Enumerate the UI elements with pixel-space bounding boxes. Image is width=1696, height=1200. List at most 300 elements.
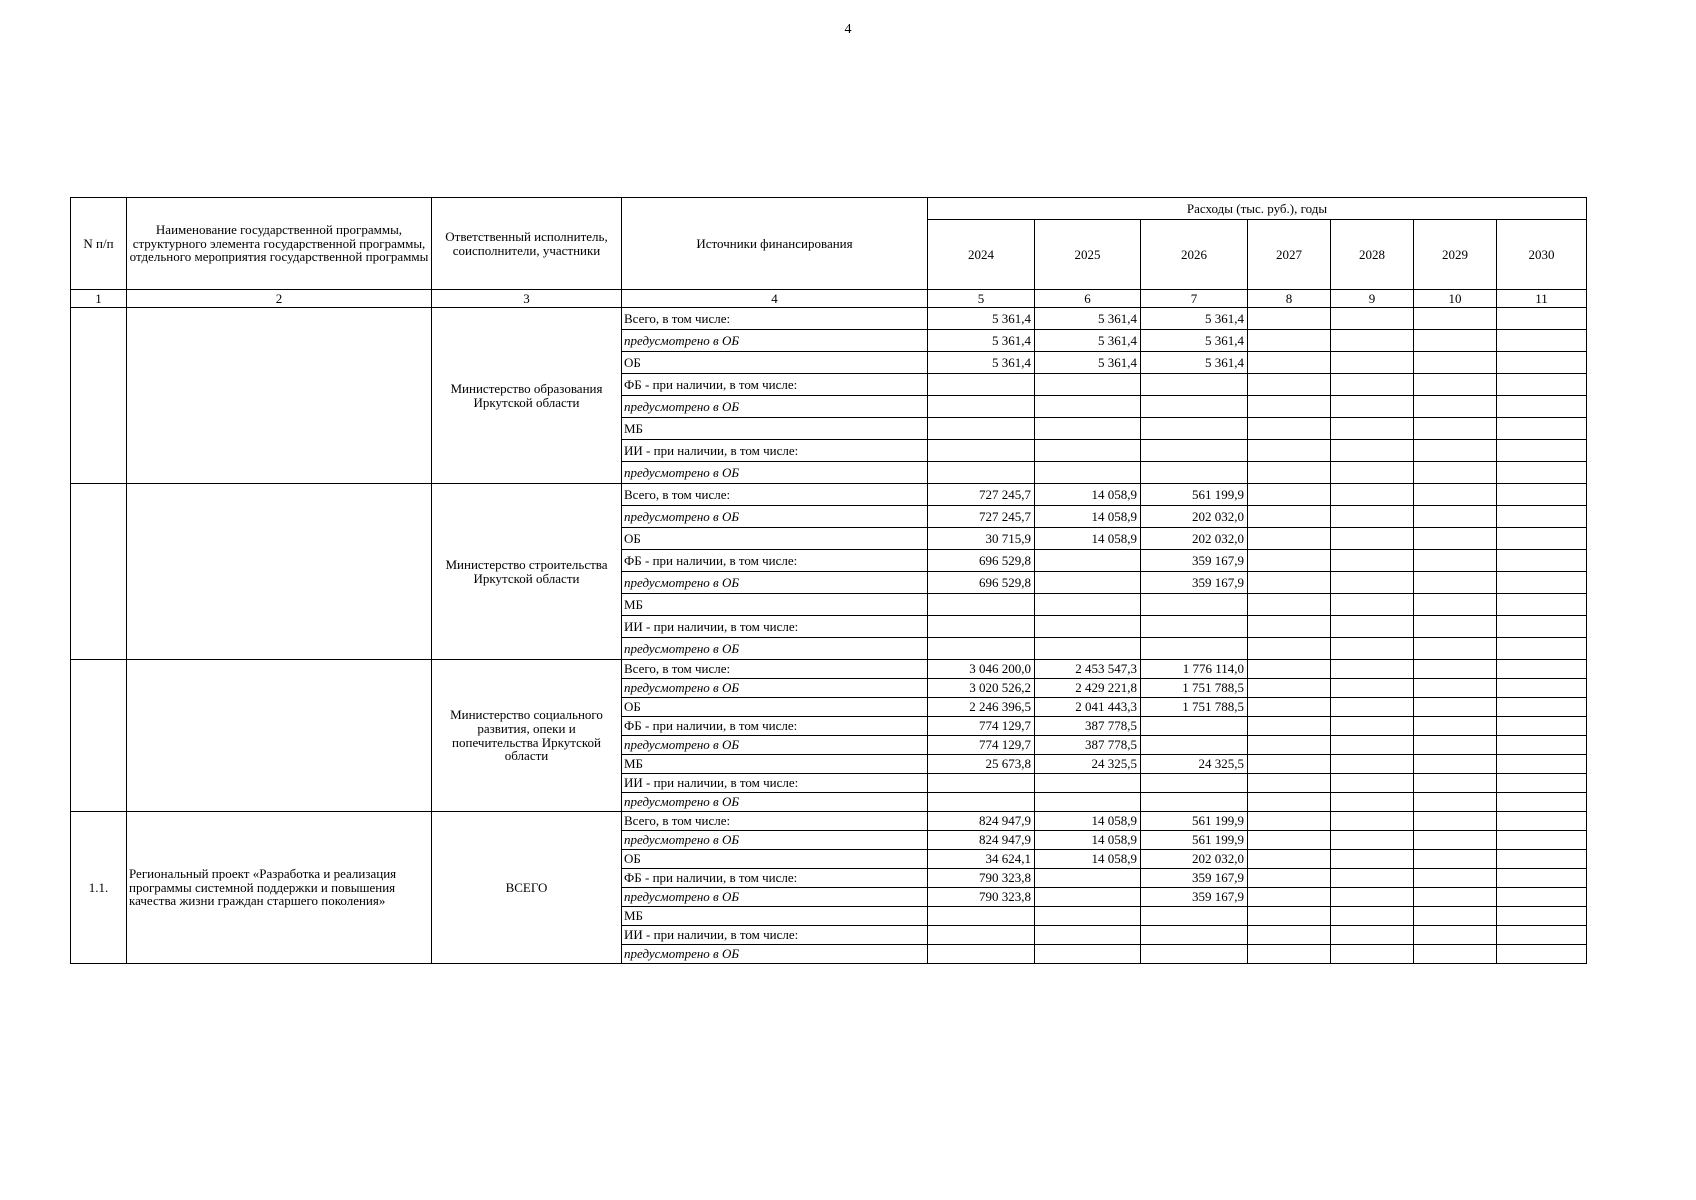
page-number: 4 <box>844 22 852 37</box>
expense-value-2026: 202 032,0 <box>1141 506 1248 528</box>
funding-source: предусмотрено в ОБ <box>622 572 928 594</box>
expense-value-2025: 5 361,4 <box>1035 330 1141 352</box>
expense-value-2030 <box>1497 418 1587 440</box>
funding-source: предусмотрено в ОБ <box>622 330 928 352</box>
expense-value-2030 <box>1497 660 1587 679</box>
expense-value-2027 <box>1248 717 1331 736</box>
table-row <box>71 660 1587 679</box>
expense-value-2024: 824 947,9 <box>928 812 1035 831</box>
expense-value-2028 <box>1331 374 1414 396</box>
expense-value-2029 <box>1414 594 1497 616</box>
funding-source: предусмотрено в ОБ <box>622 736 928 755</box>
column-number: 8 <box>1248 290 1331 308</box>
expense-value-2026: 5 361,4 <box>1141 308 1248 330</box>
expense-value-2024: 774 129,7 <box>928 736 1035 755</box>
expense-value-2025 <box>1035 572 1141 594</box>
expense-value-2028 <box>1331 308 1414 330</box>
expense-value-2029 <box>1414 374 1497 396</box>
program-name: Региональный проект «Разработка и реализация программы системной поддержки и повышения качества жизни граждан старшего поколения» <box>127 812 432 964</box>
expense-value-2024 <box>928 462 1035 484</box>
expense-value-2026: 202 032,0 <box>1141 850 1248 869</box>
funding-source: МБ <box>622 418 928 440</box>
expense-value-2025 <box>1035 638 1141 660</box>
expense-value-2028 <box>1331 888 1414 907</box>
expense-value-2030 <box>1497 594 1587 616</box>
expense-value-2024: 5 361,4 <box>928 308 1035 330</box>
expense-value-2030 <box>1497 440 1587 462</box>
expense-value-2026 <box>1141 440 1248 462</box>
funding-source: Всего, в том числе: <box>622 812 928 831</box>
expense-value-2028 <box>1331 850 1414 869</box>
expense-value-2028 <box>1331 330 1414 352</box>
expense-value-2027 <box>1248 572 1331 594</box>
expense-value-2030 <box>1497 907 1587 926</box>
header-expenses: Расходы (тыс. руб.), годы <box>928 198 1587 220</box>
expense-value-2025 <box>1035 869 1141 888</box>
expense-value-2024 <box>928 774 1035 793</box>
expense-value-2028 <box>1331 572 1414 594</box>
expense-value-2025: 14 058,9 <box>1035 484 1141 506</box>
expense-value-2030 <box>1497 698 1587 717</box>
column-number: 10 <box>1414 290 1497 308</box>
funding-source: Всего, в том числе: <box>622 308 928 330</box>
expense-value-2030 <box>1497 850 1587 869</box>
expense-value-2029 <box>1414 484 1497 506</box>
expense-value-2027 <box>1248 484 1331 506</box>
funding-source: предусмотрено в ОБ <box>622 679 928 698</box>
funding-source: МБ <box>622 594 928 616</box>
executor: Министерство социального развития, опеки и попечительства Иркутской области <box>432 660 622 812</box>
table-header <box>71 198 1587 308</box>
expense-value-2028 <box>1331 793 1414 812</box>
expense-value-2030 <box>1497 374 1587 396</box>
expense-value-2029 <box>1414 793 1497 812</box>
expense-value-2025: 5 361,4 <box>1035 352 1141 374</box>
expense-value-2026 <box>1141 907 1248 926</box>
expense-value-2030 <box>1497 550 1587 572</box>
expense-value-2026: 359 167,9 <box>1141 869 1248 888</box>
expense-value-2026: 1 776 114,0 <box>1141 660 1248 679</box>
funding-source: ИИ - при наличии, в том числе: <box>622 774 928 793</box>
expense-value-2028 <box>1331 812 1414 831</box>
expense-value-2029 <box>1414 869 1497 888</box>
expense-value-2027 <box>1248 831 1331 850</box>
funding-source: предусмотрено в ОБ <box>622 793 928 812</box>
expense-value-2029 <box>1414 755 1497 774</box>
expense-value-2027 <box>1248 308 1331 330</box>
header-year-2024: 2024 <box>928 220 1035 290</box>
funding-source: предусмотрено в ОБ <box>622 396 928 418</box>
expense-value-2026 <box>1141 462 1248 484</box>
header-source: Источники финансирования <box>622 198 928 290</box>
expense-value-2028 <box>1331 550 1414 572</box>
expense-value-2028 <box>1331 660 1414 679</box>
funding-source: ОБ <box>622 352 928 374</box>
expense-value-2026: 561 199,9 <box>1141 484 1248 506</box>
expense-value-2026: 359 167,9 <box>1141 572 1248 594</box>
expense-value-2029 <box>1414 308 1497 330</box>
expense-value-2028 <box>1331 484 1414 506</box>
expense-value-2024: 790 323,8 <box>928 869 1035 888</box>
expense-value-2030 <box>1497 793 1587 812</box>
expense-value-2028 <box>1331 462 1414 484</box>
expense-value-2030 <box>1497 330 1587 352</box>
expense-value-2029 <box>1414 698 1497 717</box>
expense-value-2026 <box>1141 418 1248 440</box>
funding-source: Всего, в том числе: <box>622 660 928 679</box>
expense-value-2026: 24 325,5 <box>1141 755 1248 774</box>
header-year-2026: 2026 <box>1141 220 1248 290</box>
funding-source: предусмотрено в ОБ <box>622 888 928 907</box>
expense-value-2027 <box>1248 926 1331 945</box>
expense-value-2024 <box>928 793 1035 812</box>
executor: Министерство образования Иркутской области <box>432 308 622 484</box>
expense-value-2024: 3 046 200,0 <box>928 660 1035 679</box>
funding-source: ОБ <box>622 850 928 869</box>
funding-source: ОБ <box>622 528 928 550</box>
expense-value-2025: 2 429 221,8 <box>1035 679 1141 698</box>
header-year-2029: 2029 <box>1414 220 1497 290</box>
column-number: 9 <box>1331 290 1414 308</box>
expense-value-2027 <box>1248 774 1331 793</box>
expense-value-2030 <box>1497 945 1587 964</box>
expense-value-2025 <box>1035 793 1141 812</box>
expense-value-2026: 1 751 788,5 <box>1141 679 1248 698</box>
column-number: 5 <box>928 290 1035 308</box>
expense-value-2024: 727 245,7 <box>928 484 1035 506</box>
expense-value-2024: 790 323,8 <box>928 888 1035 907</box>
expense-value-2024 <box>928 945 1035 964</box>
expense-value-2024: 5 361,4 <box>928 352 1035 374</box>
row-number <box>71 484 127 660</box>
expense-value-2030 <box>1497 926 1587 945</box>
expense-value-2026: 5 361,4 <box>1141 330 1248 352</box>
header-executor: Ответственный исполнитель, соисполнители, участники <box>432 198 622 290</box>
header-year-2030: 2030 <box>1497 220 1587 290</box>
expense-value-2026: 202 032,0 <box>1141 528 1248 550</box>
funding-source: МБ <box>622 755 928 774</box>
expense-value-2025: 387 778,5 <box>1035 717 1141 736</box>
table-row <box>71 308 1587 330</box>
expense-value-2027 <box>1248 396 1331 418</box>
expense-value-2024: 3 020 526,2 <box>928 679 1035 698</box>
expense-value-2026 <box>1141 374 1248 396</box>
expense-value-2027 <box>1248 698 1331 717</box>
expense-value-2025: 2 041 443,3 <box>1035 698 1141 717</box>
expense-value-2030 <box>1497 572 1587 594</box>
funding-source: Всего, в том числе: <box>622 484 928 506</box>
expense-value-2025 <box>1035 888 1141 907</box>
expense-value-2026: 561 199,9 <box>1141 831 1248 850</box>
expense-value-2030 <box>1497 506 1587 528</box>
expense-value-2028 <box>1331 831 1414 850</box>
expense-value-2024 <box>928 638 1035 660</box>
expense-value-2027 <box>1248 850 1331 869</box>
expense-value-2024 <box>928 926 1035 945</box>
expense-value-2029 <box>1414 616 1497 638</box>
expense-value-2024: 30 715,9 <box>928 528 1035 550</box>
expense-value-2028 <box>1331 679 1414 698</box>
expense-value-2030 <box>1497 812 1587 831</box>
expense-value-2028 <box>1331 594 1414 616</box>
expense-value-2028 <box>1331 698 1414 717</box>
expense-value-2030 <box>1497 869 1587 888</box>
budget-table <box>70 197 1587 964</box>
expense-value-2026 <box>1141 793 1248 812</box>
expense-value-2030 <box>1497 679 1587 698</box>
expense-value-2025: 14 058,9 <box>1035 506 1141 528</box>
expense-value-2029 <box>1414 440 1497 462</box>
expense-value-2027 <box>1248 907 1331 926</box>
table-row <box>71 812 1587 831</box>
expense-value-2029 <box>1414 638 1497 660</box>
expense-value-2028 <box>1331 945 1414 964</box>
header-year-2025: 2025 <box>1035 220 1141 290</box>
column-numbers-row <box>71 290 1587 308</box>
expense-value-2030 <box>1497 396 1587 418</box>
expense-value-2029 <box>1414 907 1497 926</box>
column-number: 6 <box>1035 290 1141 308</box>
expense-value-2024: 5 361,4 <box>928 330 1035 352</box>
expense-value-2027 <box>1248 679 1331 698</box>
expense-value-2024 <box>928 396 1035 418</box>
expense-value-2025: 14 058,9 <box>1035 850 1141 869</box>
expense-value-2030 <box>1497 831 1587 850</box>
expense-value-2027 <box>1248 793 1331 812</box>
funding-source: МБ <box>622 907 928 926</box>
expense-value-2024: 774 129,7 <box>928 717 1035 736</box>
funding-source: ФБ - при наличии, в том числе: <box>622 550 928 572</box>
expense-value-2029 <box>1414 717 1497 736</box>
expense-value-2026: 5 361,4 <box>1141 352 1248 374</box>
expense-value-2029 <box>1414 506 1497 528</box>
expense-value-2027 <box>1248 594 1331 616</box>
expense-value-2027 <box>1248 812 1331 831</box>
expense-value-2026 <box>1141 396 1248 418</box>
expense-value-2025 <box>1035 945 1141 964</box>
expense-value-2027 <box>1248 888 1331 907</box>
expense-value-2025: 2 453 547,3 <box>1035 660 1141 679</box>
expense-value-2027 <box>1248 330 1331 352</box>
funding-source: ОБ <box>622 698 928 717</box>
expense-value-2024 <box>928 374 1035 396</box>
expense-value-2030 <box>1497 736 1587 755</box>
expense-value-2029 <box>1414 945 1497 964</box>
expense-value-2025 <box>1035 374 1141 396</box>
expense-value-2029 <box>1414 736 1497 755</box>
expense-value-2028 <box>1331 440 1414 462</box>
expense-value-2025: 387 778,5 <box>1035 736 1141 755</box>
expense-value-2026: 561 199,9 <box>1141 812 1248 831</box>
funding-source: ИИ - при наличии, в том числе: <box>622 440 928 462</box>
expense-value-2025 <box>1035 907 1141 926</box>
expense-value-2026 <box>1141 717 1248 736</box>
column-number: 11 <box>1497 290 1587 308</box>
expense-value-2029 <box>1414 660 1497 679</box>
column-number: 7 <box>1141 290 1248 308</box>
expense-value-2025: 5 361,4 <box>1035 308 1141 330</box>
expense-value-2029 <box>1414 774 1497 793</box>
expense-value-2026 <box>1141 736 1248 755</box>
expense-value-2030 <box>1497 638 1587 660</box>
expense-value-2024: 727 245,7 <box>928 506 1035 528</box>
expense-value-2025 <box>1035 418 1141 440</box>
expense-value-2027 <box>1248 352 1331 374</box>
expense-value-2029 <box>1414 418 1497 440</box>
table-body <box>71 308 1587 964</box>
expense-value-2027 <box>1248 616 1331 638</box>
header-year-2027: 2027 <box>1248 220 1331 290</box>
expense-value-2030 <box>1497 616 1587 638</box>
expense-value-2027 <box>1248 660 1331 679</box>
expense-value-2028 <box>1331 869 1414 888</box>
expense-value-2030 <box>1497 888 1587 907</box>
expense-value-2029 <box>1414 679 1497 698</box>
expense-value-2029 <box>1414 572 1497 594</box>
expense-value-2027 <box>1248 869 1331 888</box>
funding-source: ИИ - при наличии, в том числе: <box>622 926 928 945</box>
expense-value-2027 <box>1248 755 1331 774</box>
expense-value-2029 <box>1414 926 1497 945</box>
expense-value-2024: 696 529,8 <box>928 550 1035 572</box>
funding-source: ФБ - при наличии, в том числе: <box>622 374 928 396</box>
expense-value-2030 <box>1497 462 1587 484</box>
expense-value-2026 <box>1141 945 1248 964</box>
expense-value-2025 <box>1035 926 1141 945</box>
expense-value-2024: 696 529,8 <box>928 572 1035 594</box>
expense-value-2029 <box>1414 330 1497 352</box>
expense-value-2026 <box>1141 774 1248 793</box>
expense-value-2024 <box>928 907 1035 926</box>
expense-value-2027 <box>1248 550 1331 572</box>
funding-source: ИИ - при наличии, в том числе: <box>622 616 928 638</box>
expense-value-2027 <box>1248 440 1331 462</box>
expense-value-2026 <box>1141 638 1248 660</box>
column-number: 3 <box>432 290 622 308</box>
expense-value-2029 <box>1414 850 1497 869</box>
expense-value-2024: 824 947,9 <box>928 831 1035 850</box>
expense-value-2029 <box>1414 528 1497 550</box>
expense-value-2025 <box>1035 550 1141 572</box>
funding-source: предусмотрено в ОБ <box>622 462 928 484</box>
expense-value-2027 <box>1248 418 1331 440</box>
expense-value-2026 <box>1141 616 1248 638</box>
expense-value-2029 <box>1414 396 1497 418</box>
expense-value-2024: 25 673,8 <box>928 755 1035 774</box>
expense-value-2027 <box>1248 506 1331 528</box>
expense-value-2028 <box>1331 774 1414 793</box>
header-num: N п/п <box>71 198 127 290</box>
funding-source: предусмотрено в ОБ <box>622 945 928 964</box>
expense-value-2029 <box>1414 462 1497 484</box>
expense-value-2026 <box>1141 926 1248 945</box>
program-name <box>127 484 432 660</box>
expense-value-2028 <box>1331 616 1414 638</box>
funding-source: предусмотрено в ОБ <box>622 506 928 528</box>
expense-value-2025 <box>1035 396 1141 418</box>
expense-value-2030 <box>1497 717 1587 736</box>
expense-value-2026 <box>1141 594 1248 616</box>
expense-value-2027 <box>1248 462 1331 484</box>
expense-value-2025: 14 058,9 <box>1035 831 1141 850</box>
expense-value-2025: 24 325,5 <box>1035 755 1141 774</box>
expense-value-2030 <box>1497 755 1587 774</box>
expense-value-2029 <box>1414 812 1497 831</box>
expense-value-2027 <box>1248 374 1331 396</box>
expense-value-2027 <box>1248 945 1331 964</box>
expense-value-2024 <box>928 594 1035 616</box>
expense-value-2025 <box>1035 774 1141 793</box>
expense-value-2027 <box>1248 528 1331 550</box>
expense-value-2029 <box>1414 888 1497 907</box>
expense-value-2028 <box>1331 352 1414 374</box>
row-number <box>71 660 127 812</box>
expense-value-2025 <box>1035 616 1141 638</box>
expense-value-2025 <box>1035 462 1141 484</box>
expense-value-2029 <box>1414 831 1497 850</box>
expense-value-2028 <box>1331 396 1414 418</box>
expense-value-2026: 359 167,9 <box>1141 550 1248 572</box>
program-name <box>127 660 432 812</box>
expense-value-2025 <box>1035 440 1141 462</box>
expense-value-2024 <box>928 418 1035 440</box>
expense-value-2024: 2 246 396,5 <box>928 698 1035 717</box>
expense-value-2030 <box>1497 308 1587 330</box>
expense-value-2026: 359 167,9 <box>1141 888 1248 907</box>
expense-value-2028 <box>1331 907 1414 926</box>
expense-value-2025: 14 058,9 <box>1035 812 1141 831</box>
column-number: 2 <box>127 290 432 308</box>
expense-value-2028 <box>1331 506 1414 528</box>
expense-value-2025: 14 058,9 <box>1035 528 1141 550</box>
expense-value-2028 <box>1331 638 1414 660</box>
expense-value-2027 <box>1248 638 1331 660</box>
table-row <box>71 484 1587 506</box>
header-year-2028: 2028 <box>1331 220 1414 290</box>
expense-value-2026: 1 751 788,5 <box>1141 698 1248 717</box>
funding-source: предусмотрено в ОБ <box>622 831 928 850</box>
executor: Министерство строительства Иркутской области <box>432 484 622 660</box>
expense-value-2025 <box>1035 594 1141 616</box>
executor: ВСЕГО <box>432 812 622 964</box>
expense-value-2024: 34 624,1 <box>928 850 1035 869</box>
expense-value-2029 <box>1414 352 1497 374</box>
header-name: Наименование государственной программы, структурного элемента государственной программы, отдельного мероприятия государственной программы <box>127 198 432 290</box>
row-number: 1.1. <box>71 812 127 964</box>
row-number <box>71 308 127 484</box>
expense-value-2024 <box>928 440 1035 462</box>
column-number: 4 <box>622 290 928 308</box>
expense-value-2030 <box>1497 774 1587 793</box>
expense-value-2028 <box>1331 418 1414 440</box>
column-number: 1 <box>71 290 127 308</box>
expense-value-2030 <box>1497 528 1587 550</box>
funding-source: ФБ - при наличии, в том числе: <box>622 869 928 888</box>
expense-value-2028 <box>1331 736 1414 755</box>
expense-value-2024 <box>928 616 1035 638</box>
expense-value-2028 <box>1331 717 1414 736</box>
funding-source: предусмотрено в ОБ <box>622 638 928 660</box>
expense-value-2028 <box>1331 755 1414 774</box>
expense-value-2028 <box>1331 528 1414 550</box>
funding-source: ФБ - при наличии, в том числе: <box>622 717 928 736</box>
program-name <box>127 308 432 484</box>
expense-value-2030 <box>1497 352 1587 374</box>
expense-value-2028 <box>1331 926 1414 945</box>
expense-value-2027 <box>1248 736 1331 755</box>
expense-value-2030 <box>1497 484 1587 506</box>
expense-value-2029 <box>1414 550 1497 572</box>
